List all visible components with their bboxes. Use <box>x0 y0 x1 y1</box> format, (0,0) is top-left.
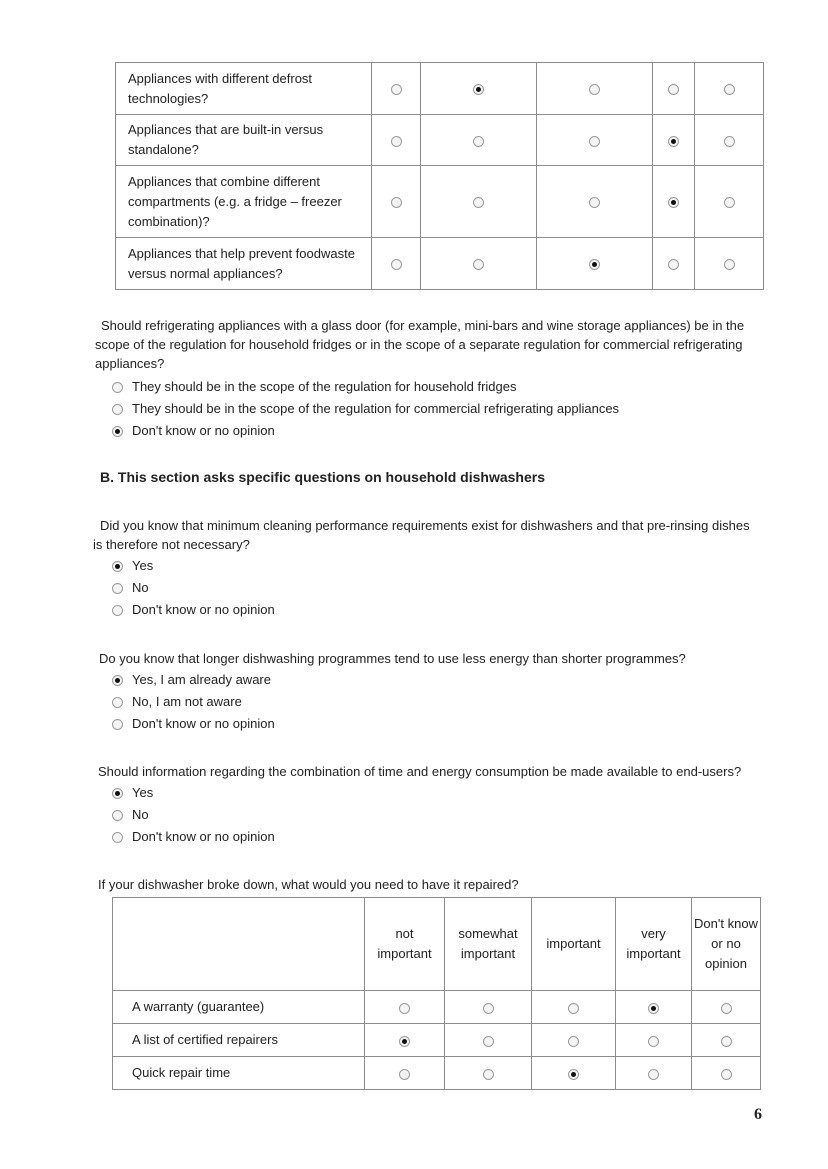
option-label: Don't know or no opinion <box>132 423 275 438</box>
radio-button[interactable] <box>589 84 600 95</box>
radio-button[interactable] <box>112 675 123 686</box>
option-row[interactable] <box>112 828 275 846</box>
fridge-matrix-table <box>115 62 764 290</box>
question-information: Should information regarding the combination of time and energy consumption be made available to end-users? <box>98 764 742 779</box>
option-label: Don't know or no opinion <box>132 716 275 731</box>
question-programmes: Do you know that longer dishwashing programmes tend to use less energy than shorter programmes? <box>99 651 686 666</box>
option-label: No <box>132 580 149 595</box>
option-row[interactable] <box>112 378 516 396</box>
radio-button[interactable] <box>668 197 679 208</box>
radio-button[interactable] <box>473 259 484 270</box>
page-number: 6 <box>754 1106 762 1123</box>
row-label: Appliances with different defrost technologies? <box>116 63 372 115</box>
radio-button[interactable] <box>112 583 123 594</box>
option-row[interactable] <box>112 601 275 619</box>
option-row[interactable] <box>112 806 149 824</box>
radio-button[interactable] <box>568 1003 579 1014</box>
repair-matrix-table <box>112 897 761 1090</box>
option-row[interactable] <box>112 784 153 802</box>
radio-button[interactable] <box>391 84 402 95</box>
radio-button[interactable] <box>589 136 600 147</box>
radio-button[interactable] <box>724 84 735 95</box>
radio-button[interactable] <box>399 1036 410 1047</box>
question-glass-door: Should refrigerating appliances with a glass door (for example, mini-bars and wine storage appliances) be in the scope of the regulation for household fridges or in the scope of a separate regulation for commercial refrigerating appliances? <box>95 318 745 371</box>
header-cell: not important <box>365 898 445 991</box>
radio-button[interactable] <box>473 84 484 95</box>
matrix-row <box>113 1057 761 1090</box>
radio-button[interactable] <box>391 136 402 147</box>
header-cell: Don't know or no opinion <box>692 898 761 991</box>
option-row[interactable] <box>112 671 271 689</box>
radio-button[interactable] <box>668 259 679 270</box>
radio-button[interactable] <box>721 1069 732 1080</box>
matrix-row <box>113 1024 761 1057</box>
radio-button[interactable] <box>668 84 679 95</box>
radio-button[interactable] <box>112 605 123 616</box>
header-row <box>113 898 761 991</box>
row-label: Quick repair time <box>113 1057 365 1090</box>
radio-button[interactable] <box>112 426 123 437</box>
radio-button[interactable] <box>112 382 123 393</box>
radio-button[interactable] <box>391 197 402 208</box>
radio-button[interactable] <box>648 1003 659 1014</box>
radio-button[interactable] <box>473 197 484 208</box>
header-cell: important <box>532 898 616 991</box>
radio-button[interactable] <box>391 259 402 270</box>
option-label: They should be in the scope of the regulation for commercial refrigerating appliances <box>132 401 620 416</box>
row-label: Appliances that combine different compartments (e.g. a fridge – freezer combination)? <box>116 166 372 238</box>
question-cleaning: Did you know that minimum cleaning performance requirements exist for dishwashers and that pre-rinsing dishes is therefore not necessary? <box>93 518 750 552</box>
radio-button[interactable] <box>399 1003 410 1014</box>
radio-button[interactable] <box>721 1003 732 1014</box>
radio-button[interactable] <box>112 561 123 572</box>
row-label: Appliances that help prevent foodwaste versus normal appliances? <box>116 238 372 290</box>
radio-button[interactable] <box>112 404 123 415</box>
radio-button[interactable] <box>483 1069 494 1080</box>
header-cell: very important <box>616 898 692 991</box>
radio-button[interactable] <box>589 197 600 208</box>
matrix-row <box>116 238 764 290</box>
question-repair: If your dishwasher broke down, what would you need to have it repaired? <box>98 877 519 892</box>
option-row[interactable] <box>112 422 275 440</box>
row-label: A list of certified repairers <box>113 1024 365 1057</box>
row-label: A warranty (guarantee) <box>113 991 365 1024</box>
radio-button[interactable] <box>473 136 484 147</box>
radio-button[interactable] <box>724 259 735 270</box>
radio-button[interactable] <box>568 1036 579 1047</box>
option-label: No <box>132 807 149 822</box>
matrix-row <box>113 991 761 1024</box>
matrix-row <box>116 166 764 238</box>
option-label: No, I am not aware <box>132 694 242 709</box>
radio-button[interactable] <box>721 1036 732 1047</box>
radio-button[interactable] <box>399 1069 410 1080</box>
radio-button[interactable] <box>568 1069 579 1080</box>
radio-button[interactable] <box>483 1036 494 1047</box>
radio-button[interactable] <box>112 788 123 799</box>
radio-button[interactable] <box>724 136 735 147</box>
option-row[interactable] <box>112 693 242 711</box>
option-label: Yes <box>132 785 154 800</box>
radio-button[interactable] <box>648 1069 659 1080</box>
option-label: Don't know or no opinion <box>132 602 275 617</box>
radio-button[interactable] <box>112 832 123 843</box>
row-label: Appliances that are built-in versus standalone? <box>116 115 372 166</box>
header-cell: somewhat important <box>445 898 532 991</box>
option-label: Yes <box>132 558 154 573</box>
section-heading: B. This section asks specific questions on household dishwashers <box>100 469 545 485</box>
radio-button[interactable] <box>724 197 735 208</box>
option-label: They should be in the scope of the regulation for household fridges <box>132 379 517 394</box>
radio-button[interactable] <box>589 259 600 270</box>
radio-button[interactable] <box>648 1036 659 1047</box>
radio-button[interactable] <box>112 719 123 730</box>
header-empty <box>113 898 365 991</box>
radio-button[interactable] <box>483 1003 494 1014</box>
radio-button[interactable] <box>112 697 123 708</box>
option-row[interactable] <box>112 557 153 575</box>
option-label: Don't know or no opinion <box>132 829 275 844</box>
radio-button[interactable] <box>668 136 679 147</box>
radio-button[interactable] <box>112 810 123 821</box>
option-label: Yes, I am already aware <box>132 672 271 687</box>
matrix-row <box>116 63 764 115</box>
matrix-row <box>116 115 764 166</box>
option-row[interactable] <box>112 715 275 733</box>
option-row[interactable] <box>112 579 149 597</box>
option-row[interactable] <box>112 400 619 418</box>
